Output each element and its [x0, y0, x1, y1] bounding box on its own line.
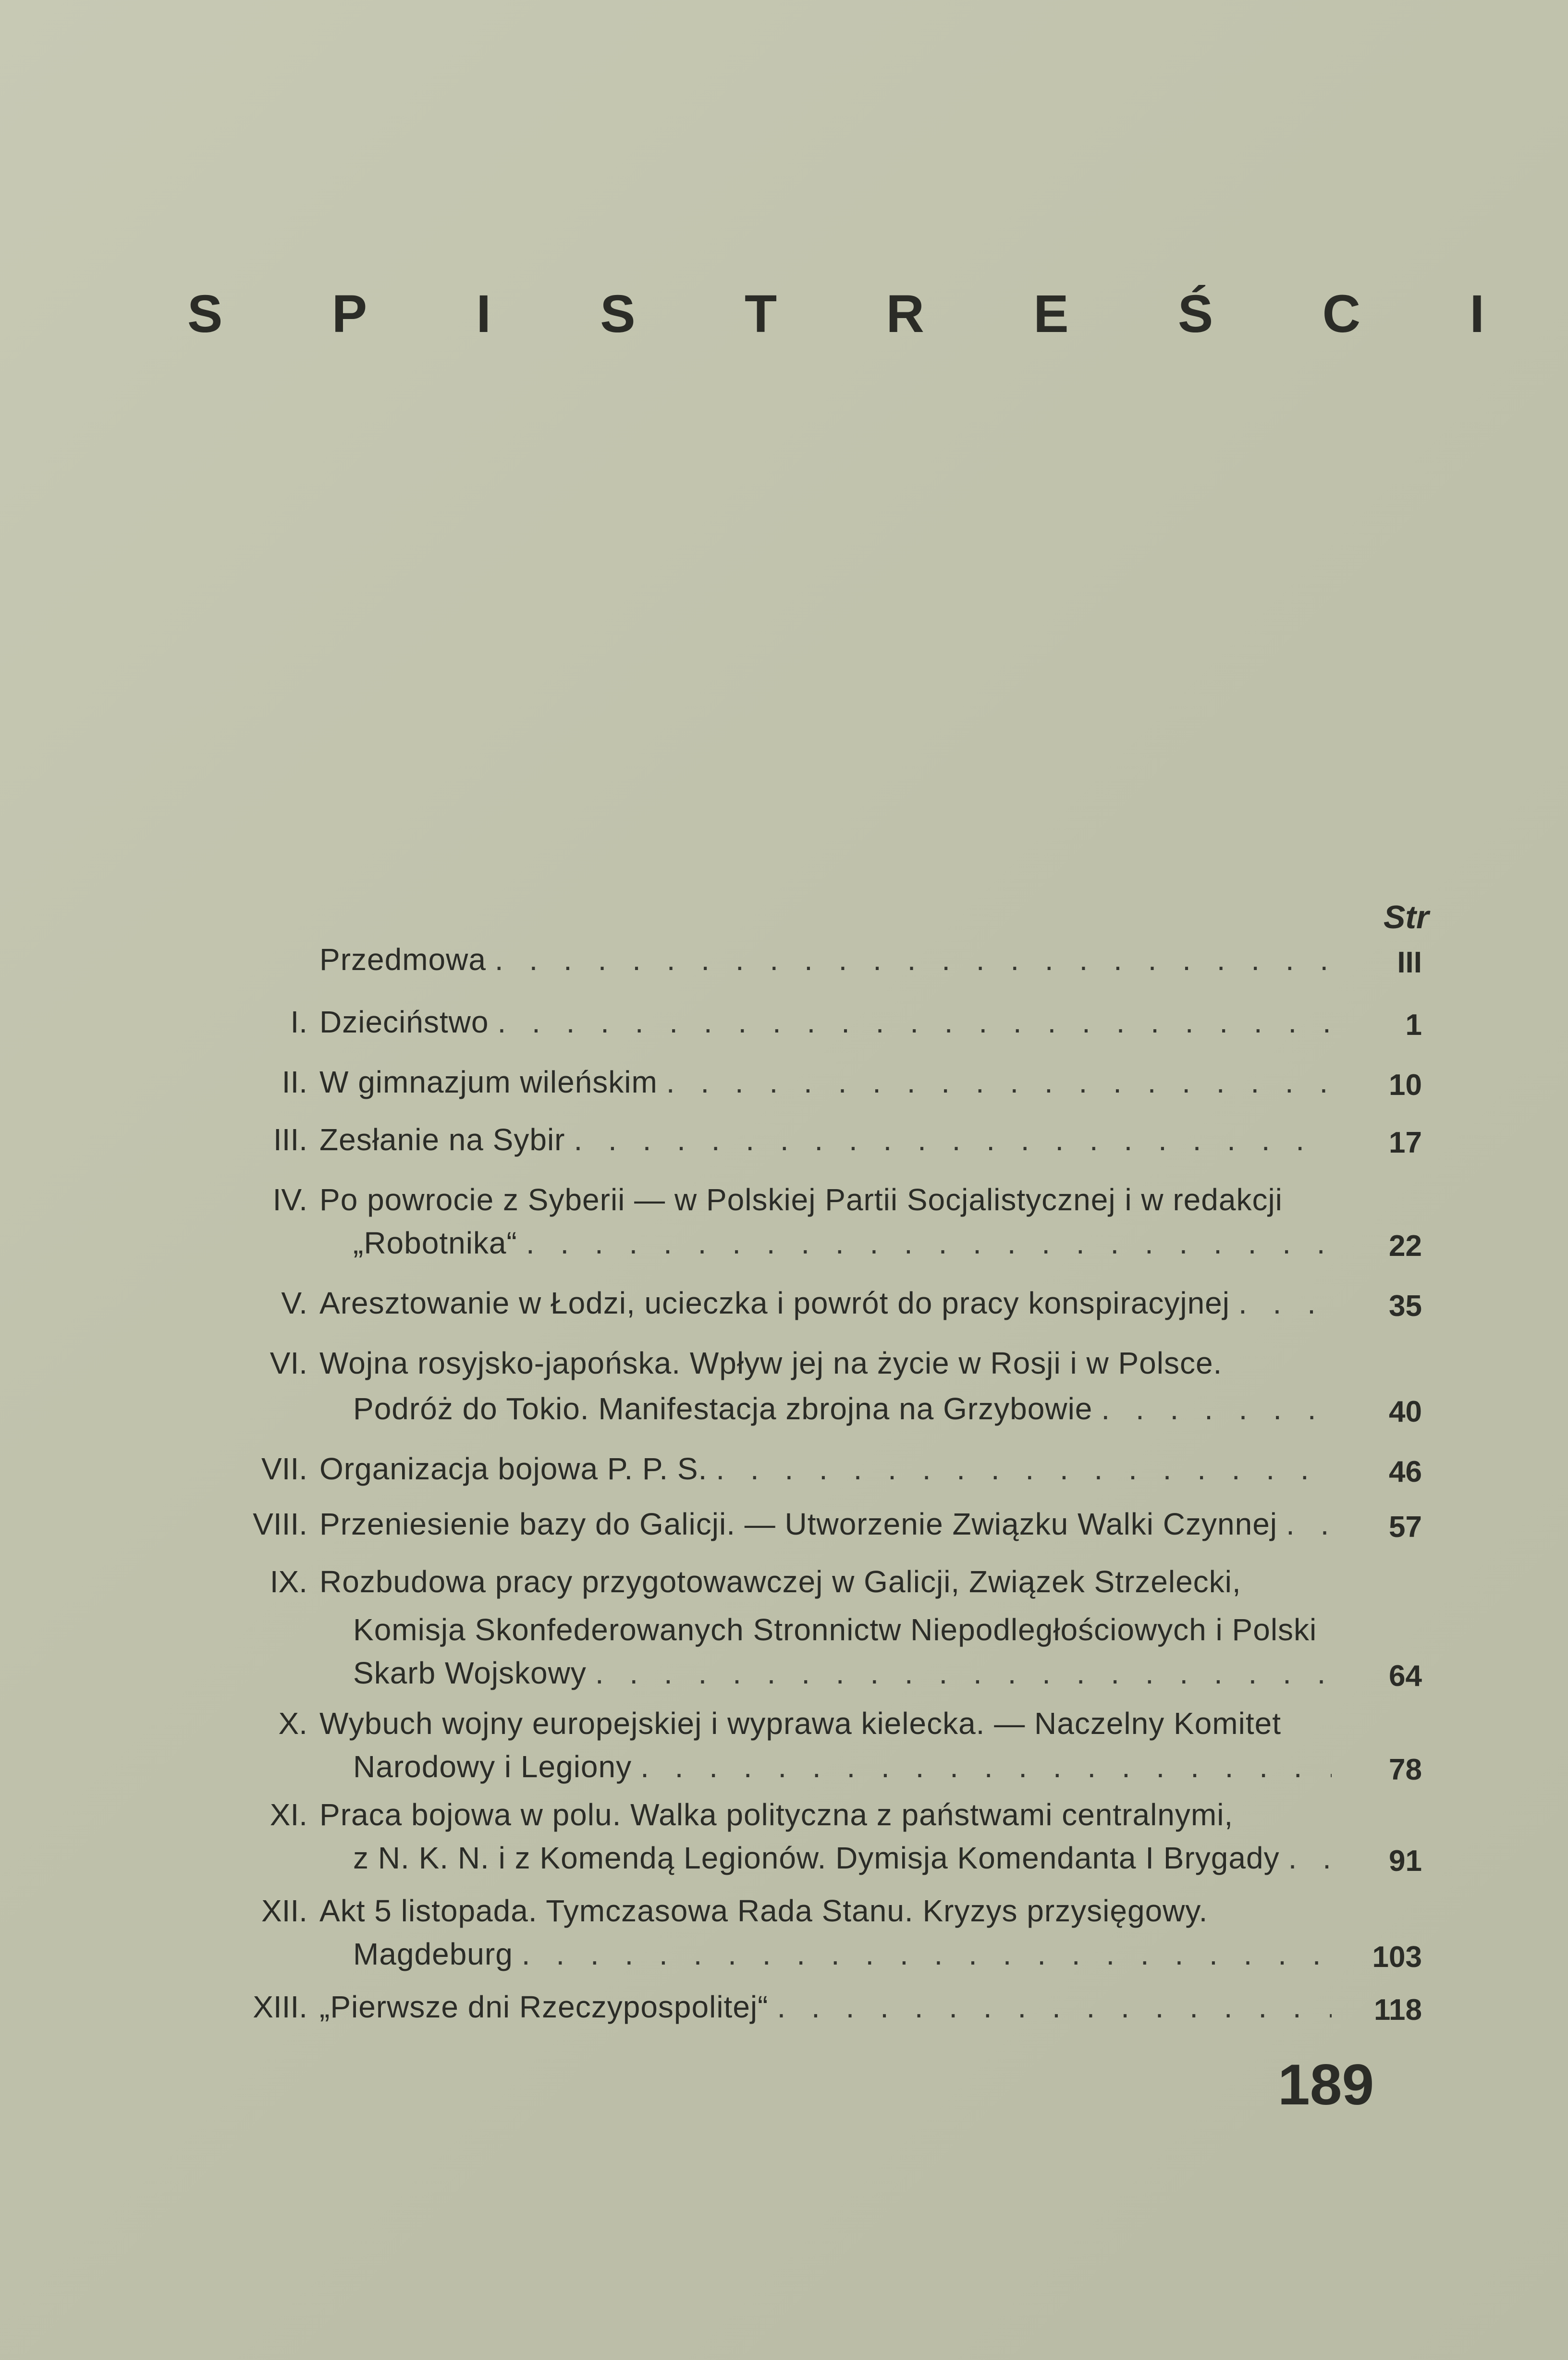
title-letter: T — [744, 284, 777, 344]
toc-entry-text: Komisja Skonfederowanych Stronnictw Niepodległościowych i Polski — [353, 1612, 1317, 1647]
chapter-number: VII. — [261, 1451, 307, 1486]
page-column-label: Str — [1384, 899, 1429, 935]
toc-entry-line — [319, 942, 1340, 977]
toc-entry-text: Po powrocie z Syberii — w Polskiej Partii Socjalistycznej i w redakcji — [319, 1182, 1283, 1217]
chapter-number: VI. — [270, 1346, 307, 1380]
title-letter: R — [886, 284, 924, 344]
toc-entry-text: Skarb Wojskowy — [353, 1656, 587, 1690]
toc-entry-line — [319, 1182, 1340, 1217]
dot-leader — [1101, 1391, 1332, 1426]
toc-entry-line — [319, 1989, 1340, 2025]
chapter-number: X. — [278, 1706, 307, 1741]
toc-entry-text: Dzieciństwo — [319, 1005, 489, 1039]
toc-page-number: 40 — [1389, 1395, 1422, 1428]
dot-leader — [716, 1451, 1332, 1487]
toc-page-number: 35 — [1389, 1290, 1422, 1323]
toc-entry-text: Podróż do Tokio. Manifestacja zbrojna na Grzybowie — [353, 1391, 1093, 1426]
dot-leader — [1288, 1840, 1332, 1876]
dot-leader — [595, 1655, 1332, 1691]
title-letter: Ś — [1177, 284, 1213, 344]
toc-entry-line — [319, 1506, 1340, 1542]
toc-page-number: 91 — [1389, 1844, 1422, 1878]
toc-entry-line — [319, 1797, 1340, 1832]
dot-leader — [526, 1225, 1332, 1261]
toc-entry-line — [319, 1564, 1340, 1599]
toc-entry-text: Praca bojowa w polu. Walka polityczna z państwami centralnymi, — [319, 1797, 1234, 1832]
toc-page-number: 57 — [1389, 1511, 1422, 1544]
toc-entry-text: Zesłanie na Sybir — [319, 1122, 565, 1157]
toc-entry-line — [319, 1706, 1340, 1741]
chapter-number: I. — [290, 1005, 307, 1039]
toc-entry-text: z N. K. N. i z Komendą Legionów. Dymisja Komendanta I Brygady — [353, 1841, 1280, 1875]
toc-page-number: 22 — [1389, 1229, 1422, 1263]
dot-leader — [1238, 1285, 1332, 1321]
toc-entry-text: „Robotnika“ — [353, 1226, 517, 1260]
toc-page-number: 46 — [1389, 1455, 1422, 1488]
title-letter: I — [476, 284, 491, 344]
toc-page-number: 64 — [1389, 1659, 1422, 1693]
chapter-number: XIII. — [253, 1990, 307, 2024]
toc-page-number: 118 — [1373, 1993, 1422, 2027]
dot-leader — [666, 1064, 1332, 1100]
toc-entry-text: Magdeburg — [353, 1937, 513, 1971]
chapter-number: II. — [282, 1065, 307, 1099]
toc-entry-text: Wojna rosyjsko-japońska. Wpływ jej na życie w Rosji i w Polsce. — [319, 1346, 1223, 1380]
title-letter: P — [331, 284, 368, 344]
toc-page-number: 1 — [1405, 1008, 1422, 1042]
chapter-number: XI. — [270, 1797, 307, 1832]
title-letter: S — [600, 284, 636, 344]
toc-entry-line — [353, 1936, 1340, 1972]
toc-entry-text: Narodowy i Legiony — [353, 1749, 632, 1784]
toc-entry-line — [319, 1285, 1340, 1321]
toc-entry-text: Aresztowanie w Łodzi, ucieczka i powrót do pracy konspiracyjnej — [319, 1286, 1230, 1320]
dot-leader — [1286, 1506, 1332, 1542]
dot-leader — [522, 1936, 1332, 1972]
toc-entry-line — [353, 1749, 1340, 1784]
toc-entry-line — [353, 1655, 1340, 1691]
title-letter: C — [1322, 284, 1361, 344]
toc-page-number: III — [1397, 946, 1422, 979]
toc-entry-line — [319, 1064, 1340, 1100]
toc-entry-line — [319, 1451, 1340, 1487]
toc-entry-line — [319, 1004, 1340, 1040]
toc-entry-line — [353, 1840, 1340, 1876]
toc-entry-text: Organizacja bojowa P. P. S. — [319, 1451, 708, 1486]
chapter-number: III. — [273, 1122, 307, 1157]
toc-entry-line — [319, 1893, 1340, 1929]
dot-leader — [574, 1122, 1332, 1157]
dot-leader — [777, 1989, 1332, 2025]
toc-entry-line — [353, 1612, 1340, 1647]
chapter-number: V. — [281, 1286, 307, 1320]
chapter-number: XII. — [261, 1893, 307, 1928]
title-letter: S — [187, 284, 223, 344]
toc-entry-line — [353, 1391, 1340, 1426]
title-letter: E — [1033, 284, 1069, 344]
toc-entry-line — [319, 1345, 1340, 1381]
toc-entry-text: Wybuch wojny europejskiej i wyprawa kielecka. — Naczelny Komitet — [319, 1706, 1281, 1741]
toc-entry-line — [353, 1225, 1340, 1261]
toc-page-number: 10 — [1389, 1069, 1422, 1102]
dot-leader — [495, 942, 1332, 977]
toc-page-number: 78 — [1389, 1753, 1422, 1786]
toc-entry-text: Przeniesienie bazy do Galicji. — Utworzenie Związku Walki Czynnej — [319, 1507, 1277, 1541]
toc-entry-text: Akt 5 listopada. Tymczasowa Rada Stanu. Kryzys przysięgowy. — [319, 1893, 1208, 1928]
toc-entry-text: „Pierwsze dni Rzeczypospolitej“ — [319, 1990, 769, 2024]
dot-leader — [497, 1004, 1332, 1040]
chapter-number: VIII. — [253, 1507, 307, 1541]
toc-page-number: 103 — [1372, 1941, 1422, 1974]
chapter-number: IV. — [272, 1182, 307, 1217]
title-letter: I — [1470, 284, 1484, 344]
toc-page-number: 17 — [1389, 1126, 1422, 1159]
page-number: 189 — [1278, 2053, 1374, 2117]
toc-entry-line — [319, 1122, 1340, 1157]
dot-leader — [640, 1749, 1332, 1784]
toc-entry-text: Rozbudowa pracy przygotowawczej w Galicji, Związek Strzelecki, — [319, 1564, 1241, 1599]
toc-entry-text: Przedmowa — [319, 942, 486, 977]
toc-entry-text: W gimnazjum wileńskim — [319, 1065, 658, 1099]
chapter-number: IX. — [270, 1564, 307, 1599]
